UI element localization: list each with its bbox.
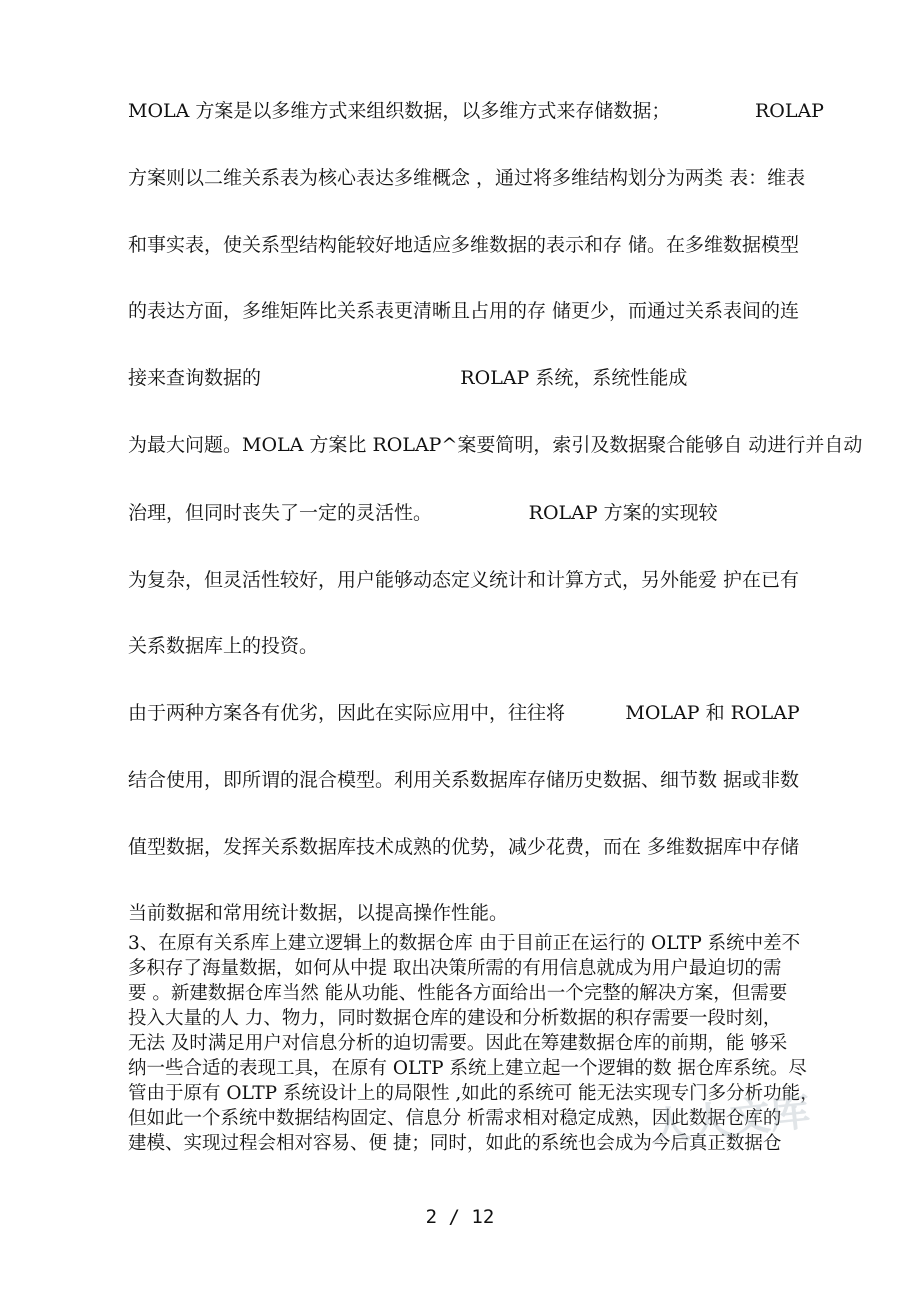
paragraph-line-6: 为最大问题。MOLA 方案比 ROLAP^案要简明，索引及数据聚合能够自 动进行并自动 <box>128 434 863 456</box>
paragraph-line-1: MOLA 方案是以多维方式来组织数据，以多维方式来存储数据； ROLAP <box>128 100 824 122</box>
paragraph-line-13: 当前数据和常用统计数据，以提高操作性能。 <box>128 902 509 924</box>
paragraph-line-3: 和事实表，使关系型结构能较好地适应多维数据的表示和存 储。在多维数据模型 <box>128 234 800 256</box>
paragraph-line-5: 接来查询数据的 ROLAP 系统，系统性能成 <box>128 367 688 389</box>
paragraph-line-11: 结合使用，即所谓的混合模型。利用关系数据库存储历史数据、细节数 据或非数 <box>128 769 800 791</box>
paragraph-line-10: 由于两种方案各有优劣，因此在实际应用中，往往将 MOLAP 和 ROLAP <box>128 702 800 724</box>
watermark-logo: 人人文库 <box>648 1088 813 1152</box>
paragraph-line-4: 的表达方面，多维矩阵比关系表更清晰且占用的存 储更少，而通过关系表间的连 <box>128 300 800 322</box>
section-3-line-4: 投入大量的人 力、物力，同时数据仓库的建设和分析数据的积存需要一段时刻， <box>128 1008 782 1029</box>
section-3-line-3: 要 。新建数据仓库当然 能从功能、性能各方面给出一个完整的解决方案，但需要 <box>128 983 788 1004</box>
section-3-line-8: 但如此一个系统中数据结构固定、信息分 析需求相对稳定成熟，因此数据仓库的 <box>128 1108 782 1129</box>
section-3-line-6: 纳一些合适的表现工具，在原有 OLTP 系统上建立起一个逻辑的数 据仓库系统。尽 <box>128 1058 807 1079</box>
section-3-line-9: 建模、实现过程会相对容易、便 捷；同时，如此的系统也会成为今后真正数据仓 <box>128 1133 782 1154</box>
paragraph-line-9: 关系数据库上的投资。 <box>128 635 319 657</box>
paragraph-line-8: 为复杂，但灵活性较好，用户能够动态定义统计和计算方式，另外能爱 护在已有 <box>128 569 800 591</box>
page-number: 2 / 12 <box>425 1206 495 1228</box>
paragraph-line-2: 方案则以二维关系表为核心表达多维概念 ，通过将多维结构划分为两类 表：维表 <box>128 167 806 189</box>
section-3-line-2: 多积存了海量数据，如何从中提 取出决策所需的有用信息就成为用户最迫切的需 <box>128 958 782 979</box>
section-3-line-7: 管由于原有 OLTP 系统设计上的局限性 ,如此的系统可 能无法实现专门多分析功能， <box>128 1083 819 1104</box>
section-3-line-5: 无法 及时满足用户对信息分析的迫切需要。因此在筹建数据仓库的前期，能 够采 <box>128 1033 788 1054</box>
paragraph-line-7: 治理，但同时丧失了一定的灵活性。 ROLAP 方案的实现较 <box>128 502 718 524</box>
paragraph-line-12: 值型数据，发挥关系数据库技术成熟的优势，减少花费，而在 多维数据库中存储 <box>128 836 800 858</box>
section-3-line-1: 3、在原有关系库上建立逻辑上的数据仓库 由于目前正在运行的 OLTP 系统中差不 <box>128 933 801 954</box>
